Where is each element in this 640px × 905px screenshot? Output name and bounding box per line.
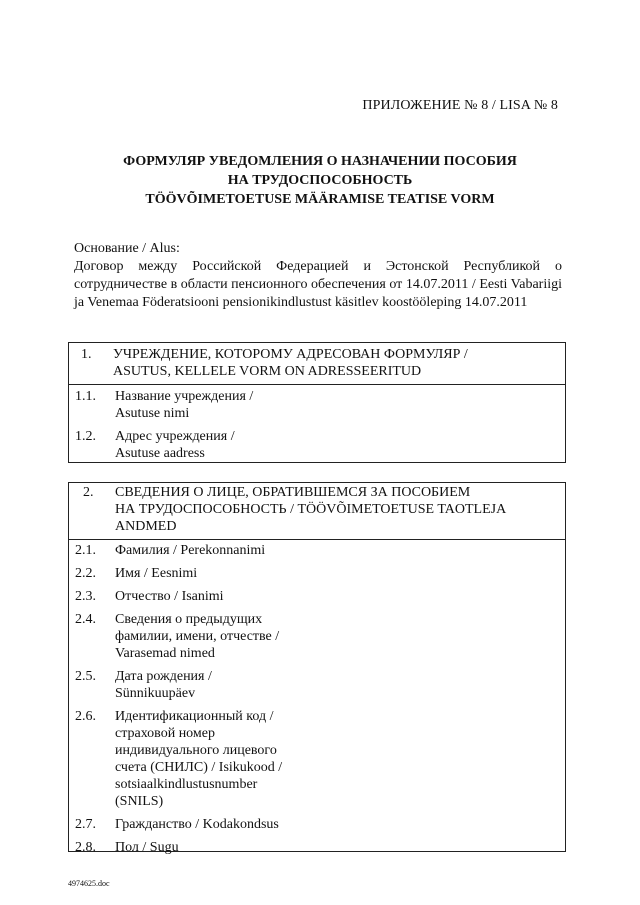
- basis-text: Договор между Российской Федерацией и Эстонской Республикой о сотрудничестве в области пенсионного обеспечения от 14.07.2011 / Eesti Vabariigi ja Venemaa Föderatsiooni pensionikindlustust käsitlev koostööleping 14.07.2011: [74, 259, 562, 310]
- field-label-line: Адрес учреждения /: [115, 429, 235, 444]
- field-label-line: Идентификационный код /: [115, 709, 274, 724]
- field-label-line: Название учреждения /: [115, 389, 254, 404]
- field-label-line: страховой номер: [115, 726, 215, 741]
- field-label-line: sotsiaalkindlustusnumber: [115, 777, 258, 792]
- field-label: [115, 542, 555, 559]
- field-previous-names: [69, 611, 565, 662]
- basis-block: [74, 240, 562, 312]
- field-number: 2.5.: [75, 669, 96, 684]
- field-label: [115, 388, 555, 422]
- form-title-line-2: НА ТРУДОСПОСОБНОСТЬ: [227, 173, 413, 188]
- field-label-line: Пол / Sugu: [115, 840, 179, 855]
- section-institution: [68, 342, 566, 463]
- field-sex: [69, 839, 565, 856]
- field-label: [115, 708, 555, 810]
- field-label-line: индивидуального лицевого: [115, 743, 277, 758]
- field-label: [115, 588, 555, 605]
- section-2-title: [115, 484, 555, 535]
- document-filename: 4974625.doc: [68, 879, 110, 888]
- field-institution-name: [69, 388, 565, 422]
- section-1-title: [113, 346, 555, 380]
- annex-label: ПРИЛОЖЕНИЕ № 8 / LISA № 8: [362, 98, 558, 113]
- field-label-line: счета (СНИЛС) / Isikukood /: [115, 760, 283, 775]
- form-title: [0, 152, 640, 209]
- field-number: 2.4.: [75, 612, 96, 627]
- field-surname: [69, 542, 565, 559]
- field-institution-address: [69, 428, 565, 462]
- section-2-number: 2.: [83, 485, 94, 500]
- field-label-line: Сведения о предыдущих: [115, 612, 263, 627]
- field-patronymic: [69, 588, 565, 605]
- field-identification-code: [69, 708, 565, 810]
- section-2-rows: [69, 540, 565, 856]
- field-label-line: Фамилия / Perekonnanimi: [115, 543, 266, 558]
- section-2-title-line-3: ANDMED: [115, 519, 177, 534]
- form-title-line-3: TÖÖVÕIMETOETUSE MÄÄRAMISE TEATISE VORM: [145, 192, 495, 207]
- field-birth-date: [69, 668, 565, 702]
- field-first-name: [69, 565, 565, 582]
- field-label: [115, 839, 555, 856]
- field-citizenship: [69, 816, 565, 833]
- section-1-number: 1.: [81, 347, 92, 362]
- field-label-line: Sünnikuupäev: [115, 686, 196, 701]
- section-2-header: [69, 483, 565, 535]
- field-number: 2.8.: [75, 840, 96, 855]
- form-title-line-1: ФОРМУЛЯР УВЕДОМЛЕНИЯ О НАЗНАЧЕНИИ ПОСОБИЯ: [123, 154, 517, 169]
- field-label: [115, 428, 555, 462]
- section-2-title-line-1: СВЕДЕНИЯ О ЛИЦЕ, ОБРАТИВШЕМСЯ ЗА ПОСОБИЕМ: [115, 485, 471, 500]
- field-label-line: Имя / Eesnimi: [115, 566, 198, 581]
- section-1-title-line-1: УЧРЕЖДЕНИЕ, КОТОРОМУ АДРЕСОВАН ФОРМУЛЯР /: [113, 347, 468, 362]
- field-label-line: Asutuse nimi: [115, 406, 190, 421]
- section-2-title-line-2: НА ТРУДОСПОСОБНОСТЬ / TÖÖVÕIMETOETUSE TAOTLEJA: [115, 502, 507, 517]
- section-1-header: [69, 343, 565, 380]
- field-number: 1.1.: [75, 389, 96, 404]
- section-1-title-line-2: ASUTUS, KELLELE VORM ON ADRESSEERITUD: [113, 364, 422, 379]
- field-label: [115, 565, 555, 582]
- field-number: 2.6.: [75, 709, 96, 724]
- section-applicant: [68, 482, 566, 855]
- field-label: [115, 668, 555, 702]
- field-label-line: (SNILS): [115, 794, 164, 809]
- basis-label: Основание / Alus:: [74, 241, 180, 256]
- field-number: 1.2.: [75, 429, 96, 444]
- field-label-line: Asutuse aadress: [115, 446, 205, 461]
- field-label: [115, 816, 555, 833]
- field-label-line: Дата рождения /: [115, 669, 212, 684]
- field-number: 2.2.: [75, 566, 96, 581]
- field-number: 2.3.: [75, 589, 96, 604]
- field-label-line: Varasemad nimed: [115, 646, 215, 661]
- field-number: 2.1.: [75, 543, 96, 558]
- field-label: [115, 611, 555, 662]
- field-label-line: Отчество / Isanimi: [115, 589, 224, 604]
- field-label-line: Гражданство / Kodakondsus: [115, 817, 279, 832]
- field-label-line: фамилии, имени, отчестве /: [115, 629, 280, 644]
- field-number: 2.7.: [75, 817, 96, 832]
- section-1-rows: [69, 385, 565, 462]
